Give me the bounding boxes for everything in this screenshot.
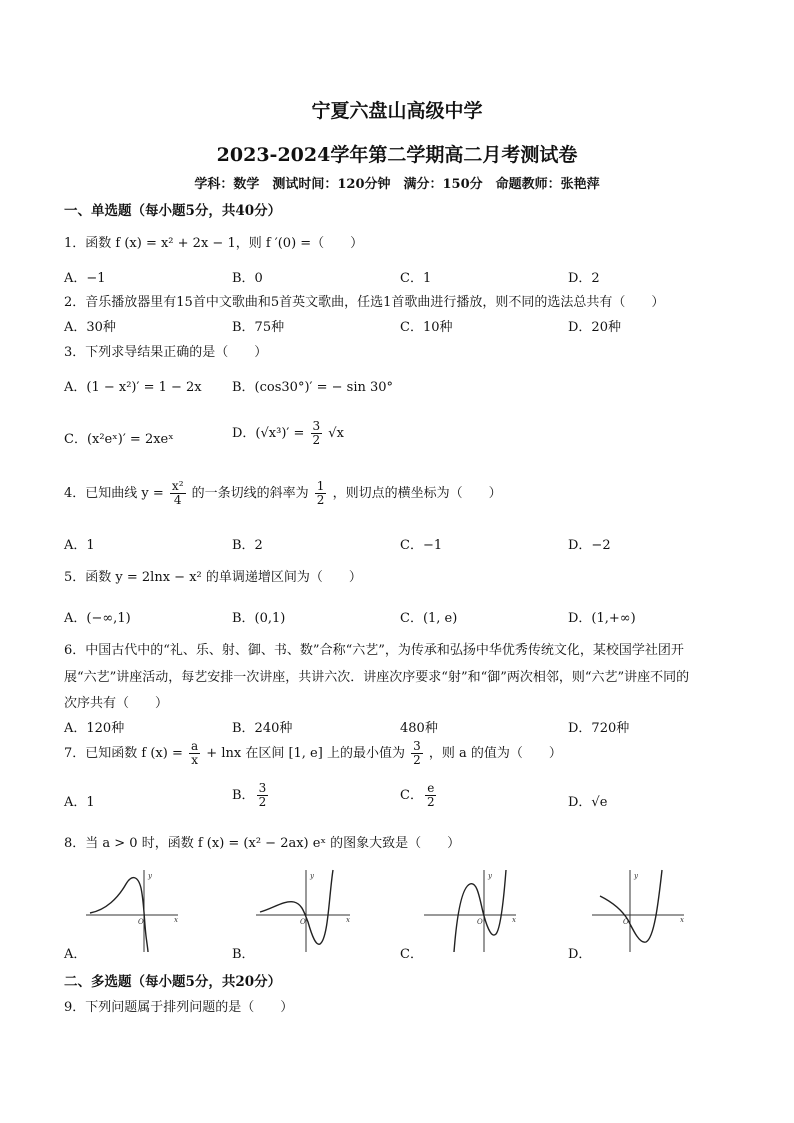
q6-option-a: A．120种 <box>64 721 125 736</box>
q8-option-d: D． <box>568 947 592 962</box>
question-7-stem <box>64 740 562 767</box>
q3-d-suffix: √x <box>328 426 344 441</box>
q8-graph-b <box>256 866 356 956</box>
graph-b-origin-label: O <box>300 918 306 926</box>
q3-option-c: C．(x²eˣ)′ = 2xeˣ <box>64 432 174 447</box>
q4-fraction-1-den: 4 <box>173 493 182 507</box>
q8-graph-c <box>424 866 524 956</box>
question-1-stem: 1．函数 f (x) = x² + 2x − 1，则 f ′(0) =（ ） <box>64 236 364 251</box>
q1-option-d: D．2 <box>568 271 600 286</box>
question-3-stem: 3．下列求导结果正确的是（ ） <box>64 345 268 360</box>
q8-option-c: C． <box>400 947 423 962</box>
q7-c-den: 2 <box>426 795 435 809</box>
graph-b-y-label: y <box>310 872 314 880</box>
q8-graph-a <box>86 866 186 956</box>
q4-fraction-2-num: 1 <box>316 479 325 493</box>
q7-b-num: 3 <box>258 781 267 795</box>
q4-fraction-2-den: 2 <box>316 493 325 507</box>
q4-stem-mid: 的一条切线的斜率为 <box>191 486 309 501</box>
q1-option-b: B．0 <box>232 271 263 286</box>
question-5-stem: 5．函数 y = 2lnx − x² 的单调递增区间为（ ） <box>64 570 362 585</box>
q3-option-d <box>232 420 344 447</box>
q6-option-b: B．240种 <box>232 721 293 736</box>
exam-meta: 学科：数学 测试时间：120分钟 满分：150分 命题教师：张艳萍 <box>194 177 600 192</box>
q7-b-fraction <box>257 782 269 809</box>
q7-fraction-1-num: a <box>191 739 199 753</box>
q4-fraction-2 <box>315 480 327 507</box>
question-6-line-3: 次序共有（ ） <box>64 696 169 711</box>
question-4-stem <box>64 480 502 507</box>
q7-fraction-1 <box>189 740 200 767</box>
q3-d-prefix: D．(√x³)′ = <box>232 426 305 441</box>
q1-option-c: C．1 <box>400 271 432 286</box>
q7-stem-post: ，则 a 的值为（ ） <box>428 746 562 761</box>
graph-d-curve <box>600 870 662 942</box>
graph-a-x-label: x <box>174 916 178 924</box>
exam-title: 2023-2024学年第二学期高二月考测试卷 <box>216 144 578 166</box>
q4-stem-post: ，则切点的横坐标为（ ） <box>332 486 502 501</box>
q4-option-a: A．1 <box>64 538 95 553</box>
q4-stem-pre: 4．已知曲线 y = <box>64 486 164 501</box>
q5-option-b: B．(0,1) <box>232 611 286 626</box>
q7-b-den: 2 <box>258 795 267 809</box>
q1-option-a: A．−1 <box>64 271 106 286</box>
graph-a-y-label: y <box>148 872 152 880</box>
q3-d-numerator: 3 <box>312 419 321 433</box>
q4-option-c: C．−1 <box>400 538 443 553</box>
section-single-choice: 一、单选题（每小题5分，共40分） <box>64 203 282 219</box>
q5-option-d: D．(1,+∞) <box>568 611 636 626</box>
q4-option-d: D．−2 <box>568 538 611 553</box>
q7-b-prefix: B． <box>232 788 255 803</box>
q7-stem-mid: + lnx 在区间 [1, e] 上的最小值为 <box>206 746 405 761</box>
q7-option-b <box>232 782 270 809</box>
q8-option-a: A． <box>64 947 87 962</box>
q7-fraction-2 <box>411 740 423 767</box>
q8-graph-d <box>592 866 692 956</box>
q2-option-a: A．30种 <box>64 320 116 335</box>
q3-d-denominator: 2 <box>312 433 321 447</box>
graph-c-curve <box>454 870 506 952</box>
q7-option-a: A．1 <box>64 795 95 810</box>
graph-d-origin-label: O <box>623 918 629 926</box>
graph-b-curve <box>260 870 333 944</box>
question-8-stem: 8．当 a > 0 时，函数 f (x) = (x² − 2ax) eˣ 的图象大致是（ ） <box>64 836 461 851</box>
q6-option-d: D．720种 <box>568 721 630 736</box>
graph-d-y-label: y <box>634 872 638 880</box>
section-multiple-choice: 二、多选题（每小题5分，共20分） <box>64 974 282 990</box>
q8-option-b: B． <box>232 947 255 962</box>
graph-c-x-label: x <box>512 916 516 924</box>
q7-c-prefix: C． <box>400 788 423 803</box>
q7-fraction-1-den: x <box>191 753 198 767</box>
q4-option-b: B．2 <box>232 538 263 553</box>
graph-d-x-label: x <box>680 916 684 924</box>
question-9-stem: 9．下列问题属于排列问题的是（ ） <box>64 1000 294 1015</box>
graph-c-y-label: y <box>488 872 492 880</box>
q7-fraction-2-num: 3 <box>413 739 421 753</box>
graph-c-origin-label: O <box>477 918 483 926</box>
q7-stem-pre: 7．已知函数 f (x) = <box>64 746 183 761</box>
q4-fraction-1 <box>170 480 186 507</box>
q3-option-b: B．(cos30°)′ = − sin 30° <box>232 380 394 395</box>
q2-option-c: C．10种 <box>400 320 453 335</box>
q5-option-c: C．(1, e) <box>400 611 458 626</box>
question-2-stem: 2．音乐播放器里有15首中文歌曲和5首英文歌曲，任选1首歌曲进行播放，则不同的选法总共有（ ） <box>64 295 665 310</box>
question-6-line-2: 展“六艺”讲座活动，每艺安排一次讲座，共讲六次．讲座次序要求“射”和“御”两次相邻，则“六艺”讲座不同的 <box>64 670 690 685</box>
q7-option-c <box>400 782 439 809</box>
graph-a-origin-label: O <box>138 918 144 926</box>
school-title: 宁夏六盘山高级中学 <box>311 100 483 122</box>
q2-option-d: D．20种 <box>568 320 621 335</box>
q7-fraction-2-den: 2 <box>413 753 421 767</box>
graph-b-x-label: x <box>346 916 350 924</box>
q7-c-fraction <box>425 782 437 809</box>
q4-fraction-1-num: x² <box>171 479 184 493</box>
q7-option-d: D．√e <box>568 795 608 810</box>
q6-option-c: 480种 <box>400 721 438 736</box>
q7-c-num: e <box>427 781 435 795</box>
q3-d-fraction <box>311 420 323 447</box>
question-6-line-1: 6．中国古代中的“礼、乐、射、御、书、数”合称“六艺”，为传承和弘扬中华优秀传统文化，某校国学社团开 <box>64 643 684 658</box>
q2-option-b: B．75种 <box>232 320 285 335</box>
q5-option-a: A．(−∞,1) <box>64 611 131 626</box>
q3-option-a: A．(1 − x²)′ = 1 − 2x <box>64 380 202 395</box>
